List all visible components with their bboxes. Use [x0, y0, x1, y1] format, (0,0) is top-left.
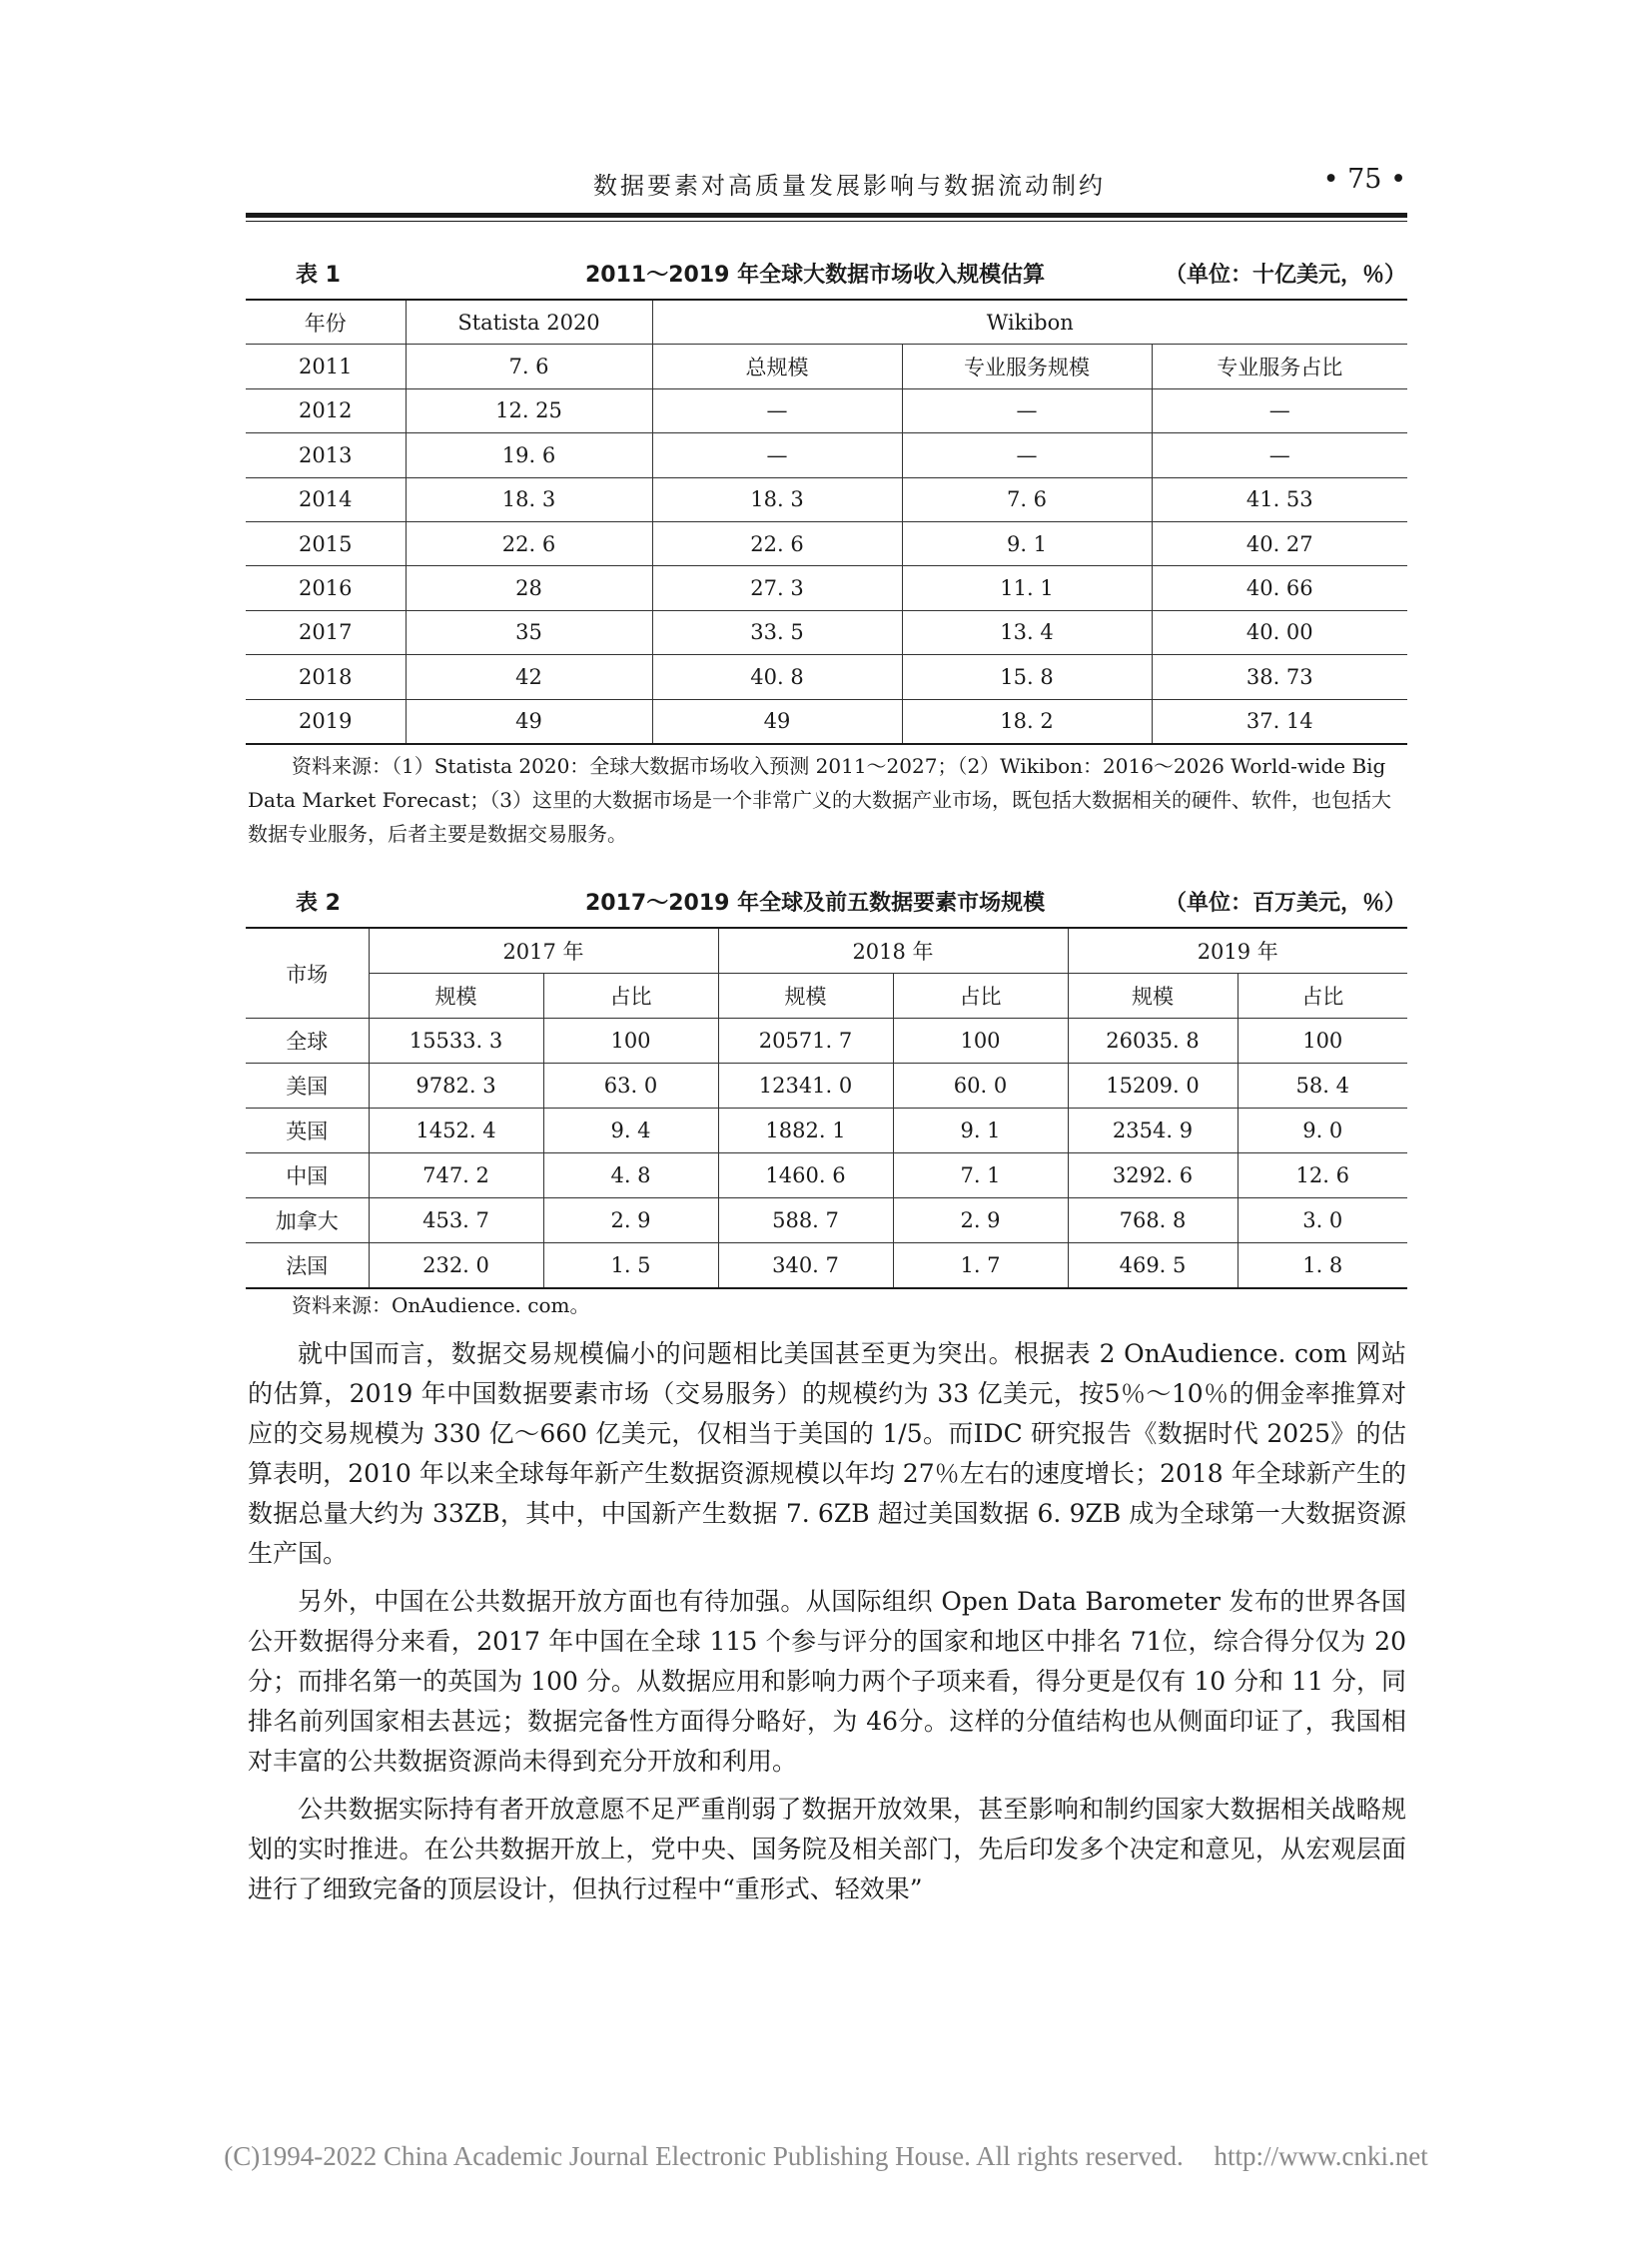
table2-cell: 美国: [246, 1064, 369, 1109]
table2-cell: 法国: [246, 1243, 369, 1289]
table2-subheader: 规模: [1068, 974, 1238, 1019]
table1-cell: 2017: [246, 610, 406, 654]
table1-subheader-total: 总规模: [652, 345, 902, 388]
table1-cell: —: [652, 433, 902, 477]
table2-cell: 469. 5: [1068, 1243, 1238, 1289]
table1-cell: 40. 27: [1152, 521, 1407, 565]
table1-cell: 28: [406, 566, 652, 610]
table2-source-note: 资料来源：OnAudience. com。: [292, 1293, 590, 1317]
table1-cell: 49: [406, 699, 652, 744]
table1-cell: 40. 8: [652, 655, 902, 699]
table-row: [246, 521, 1407, 565]
table1-cell: 9. 1: [902, 521, 1152, 565]
table2-header-market: 市场: [246, 928, 369, 1019]
table1-cell: 33. 5: [652, 610, 902, 654]
table1-cell: 2016: [246, 566, 406, 610]
table1-cell: 11. 1: [902, 566, 1152, 610]
table2-cell: 100: [893, 1019, 1068, 1064]
table-row: [246, 699, 1407, 744]
table1-header-row: [246, 300, 1407, 345]
table2-cell: 100: [543, 1019, 718, 1064]
table2-title: 2017～2019 年全球及前五数据要素市场规模: [585, 891, 1046, 916]
table1-cell: 13. 4: [902, 610, 1152, 654]
table1-cell: 2012: [246, 388, 406, 432]
table1: [246, 299, 1407, 745]
table2-label: 表 2: [296, 891, 341, 916]
table2-cell: 9. 4: [543, 1109, 718, 1153]
table1-cell: —: [1152, 433, 1407, 477]
table1-cell: 2019: [246, 699, 406, 744]
table2-cell: 12341. 0: [718, 1064, 893, 1109]
table1-cell: 2015: [246, 521, 406, 565]
table1-cell: 19. 6: [406, 433, 652, 477]
page-number: • 75 •: [1322, 164, 1406, 195]
table1-cell: 2013: [246, 433, 406, 477]
table2-cell: 9782. 3: [369, 1064, 543, 1109]
table1-cell: 27. 3: [652, 566, 902, 610]
table-row: [246, 1243, 1407, 1289]
table-row: [246, 1064, 1407, 1109]
table2-caption: [296, 886, 1406, 922]
table-row: [246, 477, 1407, 521]
table1-cell: 18. 3: [406, 477, 652, 521]
table2-cell: 15209. 0: [1068, 1064, 1238, 1109]
table1-cell: 22. 6: [652, 521, 902, 565]
table2-cell: 1. 8: [1238, 1243, 1407, 1289]
body-paragraph: 就中国而言，数据交易规模偏小的问题相比美国甚至更为突出。根据表 2 OnAudience. com 网站的估算，2019 年中国数据要素市场（交易服务）的规模约为 33 亿美元，按5％～10％的佣金率推算对应的交易规模为 330 亿～660 亿美元，仅相当于美国的 1/5。而IDC 研究报告《数据时代 2025》的估算表明，2010 年以来全球每年新产生数据资源规模以年均 27％左右的速度增长；2018 年全球新产生的数据总量大约为 33ZB，其中，中国新产生数据 7. 6ZB 超过美国数据 6. 9ZB 成为全球第一大数据资源生产国。: [248, 1339, 1406, 1568]
body-text: [248, 1334, 1406, 1917]
table1-cell: 49: [652, 699, 902, 744]
table1-cell: 18. 3: [652, 477, 902, 521]
table2-cell: 63. 0: [543, 1064, 718, 1109]
table2-cell: 747. 2: [369, 1153, 543, 1198]
table1-cell: 2014: [246, 477, 406, 521]
table2-cell: 58. 4: [1238, 1064, 1407, 1109]
table2-cell: 7. 1: [893, 1153, 1068, 1198]
table1-cell: 38. 73: [1152, 655, 1407, 699]
table2-subheader: 占比: [893, 974, 1068, 1019]
running-title: 数据要素对高质量发展影响与数据流动制约: [593, 172, 1106, 200]
table-row: [246, 1019, 1407, 1064]
table2-cell: 768. 8: [1068, 1198, 1238, 1243]
table2-subheader-row: [246, 974, 1407, 1019]
table2-cell: 中国: [246, 1153, 369, 1198]
table1-header-year: 年份: [246, 300, 406, 345]
table2-cell: 20571. 7: [718, 1019, 893, 1064]
table2-unit: （单位：百万美元，％）: [1164, 891, 1406, 916]
table-row: [246, 1109, 1407, 1153]
table1-title: 2011～2019 年全球大数据市场收入规模估算: [585, 263, 1046, 288]
table2-cell: 1882. 1: [718, 1109, 893, 1153]
table2-subheader: 占比: [543, 974, 718, 1019]
table2: [246, 927, 1407, 1289]
table1-subheader-service-size: 专业服务规模: [902, 345, 1152, 388]
table2-cell: 232. 0: [369, 1243, 543, 1289]
table1-unit: （单位：十亿美元，％）: [1164, 263, 1406, 288]
table2-cell: 1460. 6: [718, 1153, 893, 1198]
table1-caption: [296, 258, 1406, 294]
running-head: [248, 166, 1406, 206]
table2-year-header-row: [246, 928, 1407, 974]
table1-cell: 2011: [246, 345, 406, 388]
table1-header-statista: Statista 2020: [406, 300, 652, 345]
table1-cell: 22. 6: [406, 521, 652, 565]
table2-cell: 9. 1: [893, 1109, 1068, 1153]
table2-subheader: 规模: [369, 974, 543, 1019]
table2-cell: 1. 5: [543, 1243, 718, 1289]
table-row: [246, 433, 1407, 477]
table2-cell: 1452. 4: [369, 1109, 543, 1153]
table2-cell: 100: [1238, 1019, 1407, 1064]
table2-cell: 60. 0: [893, 1064, 1068, 1109]
table-row: [246, 388, 1407, 432]
table2-header-year-2018: 2018 年: [718, 928, 1068, 974]
table2-cell: 340. 7: [718, 1243, 893, 1289]
table1-subheader-service-share: 专业服务占比: [1152, 345, 1407, 388]
table2-cell: 15533. 3: [369, 1019, 543, 1064]
table-row: [246, 566, 1407, 610]
table1-cell: 18. 2: [902, 699, 1152, 744]
table1-cell: 7. 6: [406, 345, 652, 388]
table1-cell: 37. 14: [1152, 699, 1407, 744]
table2-cell: 2. 9: [893, 1198, 1068, 1243]
table2-subheader: 占比: [1238, 974, 1407, 1019]
table1-cell: 40. 66: [1152, 566, 1407, 610]
table2-cell: 英国: [246, 1109, 369, 1153]
copyright-footer: [0, 2141, 1652, 2172]
table2-cell: 2354. 9: [1068, 1109, 1238, 1153]
table2-cell: 3. 0: [1238, 1198, 1407, 1243]
body-paragraph: 公共数据实际持有者开放意愿不足严重削弱了数据开放效果，甚至影响和制约国家大数据相关战略规划的实时推进。在公共数据开放上，党中央、国务院及相关部门，先后印发多个决定和意见，从宏观层面进行了细致完备的顶层设计，但执行过程中“重形式、轻效果”: [248, 1795, 1406, 1903]
header-rule-thin: [246, 221, 1407, 222]
table1-cell: —: [1152, 388, 1407, 432]
table2-cell: 全球: [246, 1019, 369, 1064]
table1-cell: 42: [406, 655, 652, 699]
body-paragraph: 另外，中国在公共数据开放方面也有待加强。从国际组织 Open Data Barometer 发布的世界各国公开数据得分来看，2017 年中国在全球 115 个参与评分的国家和地区中排名 71位，综合得分仅为 20 分；而排名第一的英国为 100 分。从数据应用和影响力两个子项来看，得分更是仅有 10 分和 11 分，同排名前列国家相去甚远；数据完备性方面得分略好，为 46分。这样的分值结构也从侧面印证了，我国相对丰富的公共数据资源尚未得到充分开放和利用。: [248, 1587, 1406, 1776]
table1-cell: 41. 53: [1152, 477, 1407, 521]
cnki-url: http://www.cnki.net: [1214, 2141, 1428, 2171]
table1-cell: 7. 6: [902, 477, 1152, 521]
table1-header-wikibon: Wikibon: [652, 300, 1407, 345]
table1-cell: 12. 25: [406, 388, 652, 432]
table2-cell: 1. 7: [893, 1243, 1068, 1289]
table1-cell: —: [652, 388, 902, 432]
table2-cell: 12. 6: [1238, 1153, 1407, 1198]
table1-cell: 40. 00: [1152, 610, 1407, 654]
table1-label: 表 1: [296, 263, 341, 288]
table-row: [246, 655, 1407, 699]
table-row: [246, 1198, 1407, 1243]
table1-cell: 2018: [246, 655, 406, 699]
table1-row-2011: [246, 345, 1407, 388]
table2-cell: 453. 7: [369, 1198, 543, 1243]
table1-cell: —: [902, 388, 1152, 432]
table1-source-note: 资料来源：（1）Statista 2020：全球大数据市场收入预测 2011～2027；（2）Wikibon：2016～2026 World-wide Big Data Market Forecast；（3）这里的大数据市场是一个非常广义的大数据产业市场，既包括大数据相关的硬件、软件，也包括大数据专业服务，后者主要是数据交易服务。: [248, 754, 1391, 846]
table2-header-year-2019: 2019 年: [1068, 928, 1407, 974]
table2-subheader: 规模: [718, 974, 893, 1019]
table-row: [246, 610, 1407, 654]
table2-cell: 4. 8: [543, 1153, 718, 1198]
table1-cell: —: [902, 433, 1152, 477]
table1-cell: 35: [406, 610, 652, 654]
table2-cell: 2. 9: [543, 1198, 718, 1243]
table1-cell: 15. 8: [902, 655, 1152, 699]
table2-cell: 加拿大: [246, 1198, 369, 1243]
table2-header-year-2017: 2017 年: [369, 928, 718, 974]
table-row: [246, 1153, 1407, 1198]
table2-cell: 26035. 8: [1068, 1019, 1238, 1064]
table2-cell: 9. 0: [1238, 1109, 1407, 1153]
table2-cell: 588. 7: [718, 1198, 893, 1243]
header-rule-thick: [246, 213, 1407, 218]
copyright-text: (C)1994-2022 China Academic Journal Electronic Publishing House. All rights reserved.: [224, 2141, 1184, 2171]
table2-cell: 3292. 6: [1068, 1153, 1238, 1198]
